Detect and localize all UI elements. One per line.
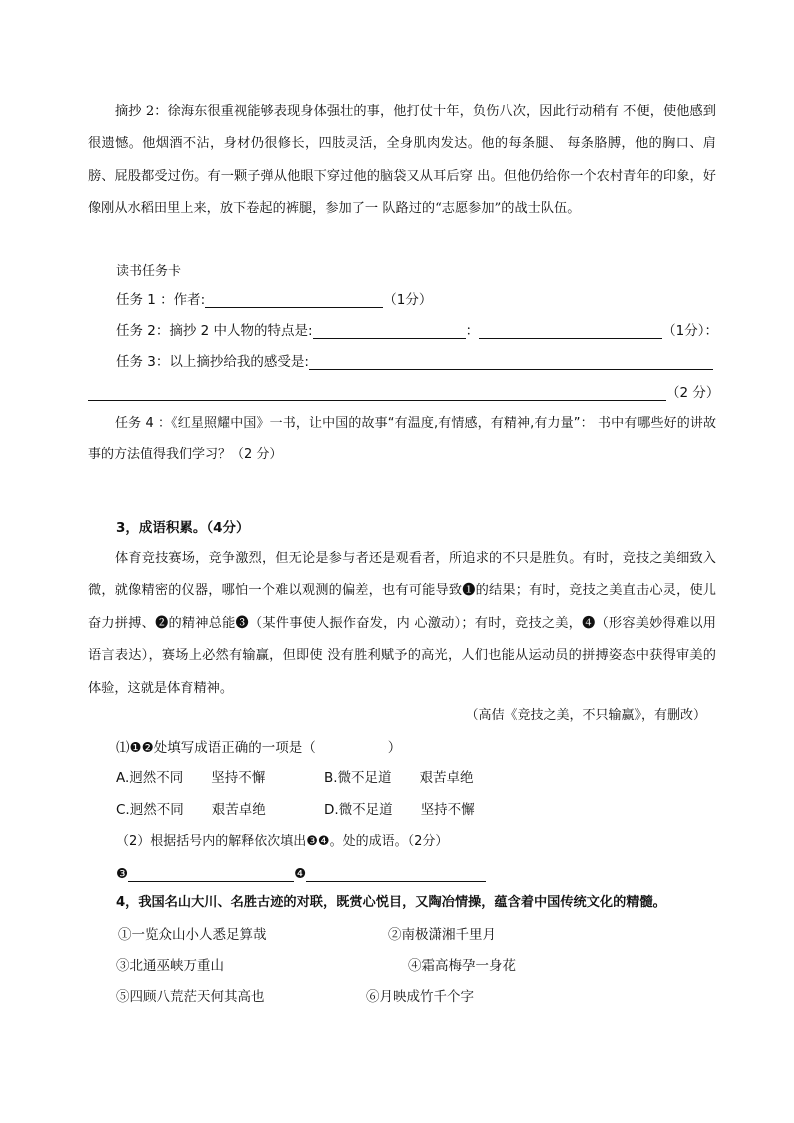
task-2-score: （1分）： <box>662 323 718 339</box>
option-c-letter: C. <box>116 802 130 818</box>
option-a[interactable] <box>116 762 324 794</box>
task-1-score: （1分） <box>383 292 433 308</box>
sub-question-1-row <box>116 732 401 764</box>
question-3-passage: 体育竞技赛场，竞争激烈，但无论是参与者还是观看者，所追求的不只是胜负。有时，竞技之美细致入微，就像精密的仪器，哪怕一个难以观测的偏差，也有可能导致❶的结果；有时，竞技之美直击心灵，使儿奋力拼搏、❷的精神总能❸（某件事使人振作奋发，内 心激动）；有时，竞技之美，❹（形容美妙得难以用语言表达），赛场上必然有输赢，但即使 没有胜利赋予的高光，人们也能从运动员的拼搏姿态中获得审美的体验，这就是体育精神。 <box>88 551 716 696</box>
option-b[interactable] <box>324 770 474 786</box>
task-3-answer-blank-1[interactable] <box>309 351 713 370</box>
task-1-answer-blank[interactable] <box>205 289 383 308</box>
blank-4-label: ❹ <box>294 866 307 882</box>
task-3-label: 任务 3：以上摘抄给我的感受是: <box>116 354 309 370</box>
task-card-title: 读书任务卡 <box>116 264 182 279</box>
task-2-answer-blank-1[interactable] <box>313 320 466 339</box>
task-2-separator: ： <box>465 323 480 339</box>
question-3-title: 3，成语积累。（4分） <box>116 520 250 536</box>
task-3-row-2 <box>88 377 719 409</box>
option-a-idiom-2: 坚持不懈 <box>211 770 266 786</box>
task-3-answer-blank-2[interactable] <box>88 382 666 401</box>
sub-question-2-stem: （2）根据括号内的解释依次填出❸❹。处的成语。（2分） <box>116 834 449 849</box>
question-4-title: 4，我国名山大川、名胜古迹的对联，既赏心悦目，又陶冶情操，蕴含着中国传统文化的精髓。 <box>116 895 666 910</box>
sub-question-2-blanks-row <box>116 858 486 890</box>
blank-3-answer[interactable] <box>128 863 294 882</box>
option-a-letter: A. <box>116 770 130 786</box>
question-3-source: （高佶《竞技之美，不只输赢》，有删改） <box>465 708 706 723</box>
option-c[interactable] <box>116 794 324 826</box>
option-row-2 <box>116 794 475 826</box>
sub-question-1-close: ） <box>387 740 402 756</box>
task-3-row <box>116 346 713 378</box>
option-c-idiom-2: 艰苦卓绝 <box>211 802 266 818</box>
couplet-item-1: ①一览众山小人悉足算哉 <box>118 927 267 943</box>
task-2-label: 任务 2：摘抄 2 中人物的特点是: <box>116 323 313 339</box>
option-d[interactable] <box>324 802 475 818</box>
option-b-idiom-2: 艰苦卓绝 <box>419 770 474 786</box>
couplet-item-3: ③北通巫峡万重山 <box>116 958 224 974</box>
option-a-idiom-1: 迥然不同 <box>129 770 184 786</box>
couplet-item-2: ②南极潇湘千里月 <box>388 927 496 943</box>
option-b-letter: B. <box>324 770 338 786</box>
task-1-row <box>116 284 432 316</box>
task-2-row <box>116 315 718 347</box>
task-2-answer-blank-2[interactable] <box>479 320 662 339</box>
blank-4-answer[interactable] <box>306 863 486 882</box>
option-b-idiom-1: 微不足道 <box>337 770 392 786</box>
couplet-item-5: ⑤四顾八荒茫天何其高也 <box>116 989 265 1005</box>
couplet-item-6: ⑥月映成竹千个字 <box>366 989 474 1005</box>
option-row-1 <box>116 762 474 794</box>
option-c-idiom-1: 迥然不同 <box>129 802 184 818</box>
task-4-paragraph: 任务 4 ：《红星照耀中国》一书，让中国的故事“有温度,有情感，有精神,有力量”： 书中有哪些好的讲故事的方法值得我们学习？（2 分） <box>88 416 716 462</box>
task-1-label: 任务 1 ：作者: <box>116 292 206 308</box>
excerpt-2-paragraph: 摘抄 2：徐海东很重视能够表现身体强壮的事，他打仗十年，负伤八次，因此行动稍有 不便，使他感到很遗憾。他烟酒不沾，身材仍很修长，四肢灵活，全身肌肉发达。他的每条腿、 每条胳膊，他的胸口、肩膀、屁股都受过伤。有一颗子弹从他眼下穿过他的脑袋又从耳后穿 出。但他仍给你一个农村青年的印象，好像刚从水稻田里上来，放下卷起的裤腿，参加了一 队路过的“志愿参加”的战士队伍。 <box>88 104 716 217</box>
option-d-letter: D. <box>324 802 339 818</box>
couplet-item-4: ④霜高梅孕一身花 <box>408 958 516 974</box>
blank-3-label: ❸ <box>116 866 129 882</box>
task-3-score: （2 分） <box>666 385 720 401</box>
sub-question-1-stem: ⑴❶❷处填写成语正确的一项是（ <box>116 740 316 756</box>
option-d-idiom-1: 微不足道 <box>338 802 393 818</box>
option-d-idiom-2: 坚持不懈 <box>420 802 475 818</box>
